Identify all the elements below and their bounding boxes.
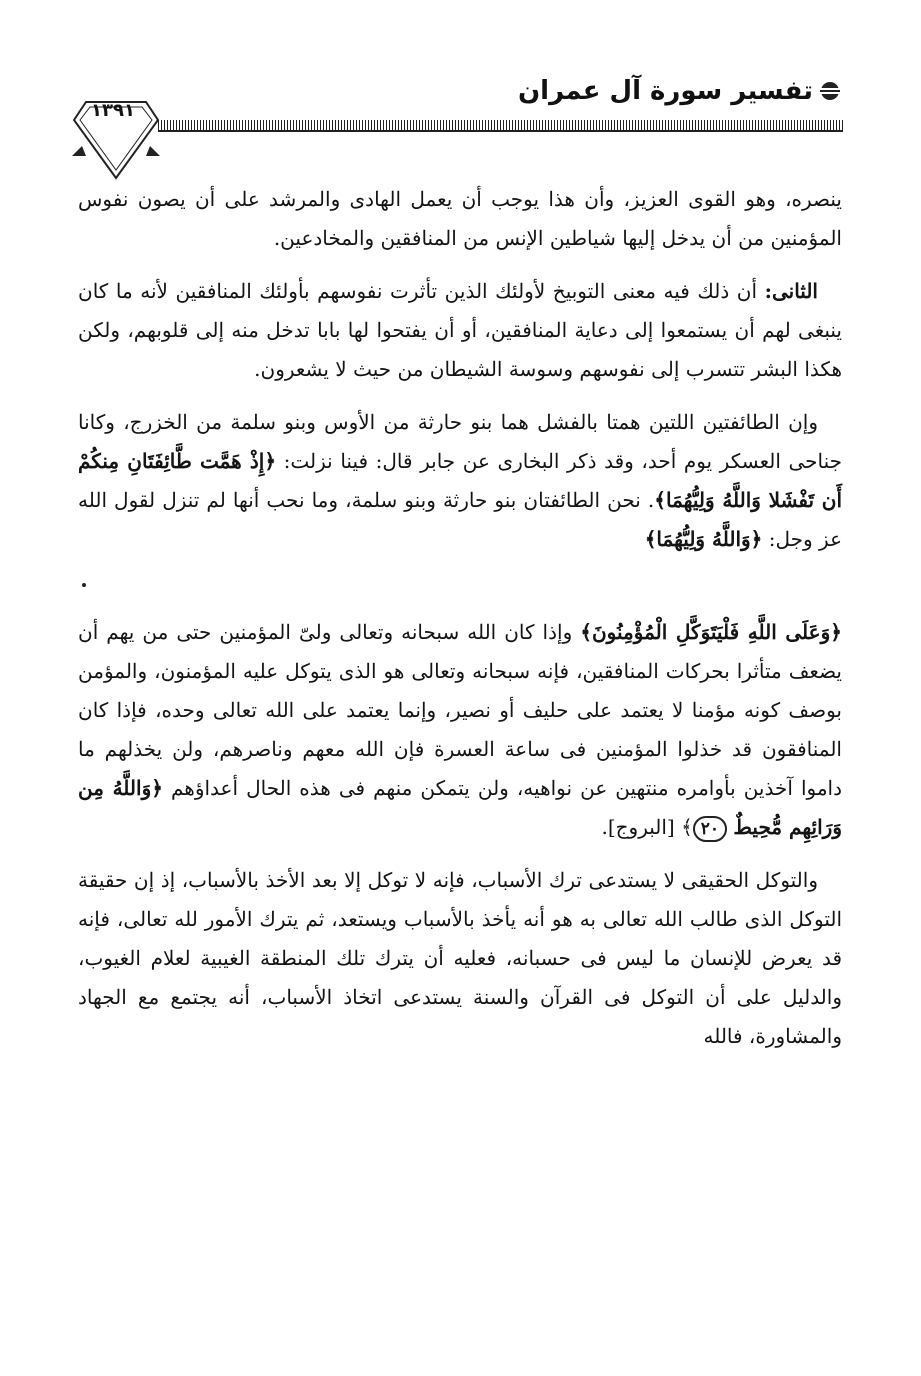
paragraph-text: . نحن الطائفتان بنو حارثة وبنو سلمة، وما نحب أنها لم تنزل لقول الله عز وجل: xyxy=(78,488,842,551)
quran-verse: ﴿وَاللَّهُ مِن وَرَائِهِم مُّحِيطٌ xyxy=(78,776,842,839)
paragraph-text: وإن الطائفتين اللتين همتا بالفشل هما بنو حارثة من الأوس وبنو سلمة من الخزرج، وكانا جناحى العسكر يوم أحد، وقد ذكر البخارى عن جابر قال: فينا نزلت: xyxy=(78,410,843,473)
paragraph-text: ﴾ [البروج]. xyxy=(601,815,693,839)
page-header xyxy=(0,60,921,170)
paragraph-text: ينصره، وهو القوى العزيز، وأن هذا يوجب أن يعمل الهادى والمرشد على أن يصون نفوس المؤمنين من أن يدخل إليها شياطين الإنس من المنافقين والمخادعين. xyxy=(78,187,842,250)
paragraph xyxy=(78,272,842,389)
separator-dot xyxy=(78,573,842,613)
paragraph-text: وإذا كان الله سبحانه وتعالى ولىّ المؤمنين حتى من يهم أن يضعف متأثرا بحركات المنافقين، فإنه سبحانه وتعالى هو الذى يتوكل عليه المؤمنون، والمؤمن بوصف كونه مؤمنا لا يعتمد على حليف أو نصير، وإنما يعتمد على الله تعالى وحده، فإذا كان المنافقون قد خذلوا المؤمنين فى ساعة العسرة فإن الله معهم وناصرهم، ولن يخذلهم ما داموا آخذين بأوامره منتهين عن نواهيه، ولن يتمكن منهم فى هذه الحال أعداؤهم xyxy=(78,620,843,800)
paragraph-text: أن ذلك فيه معنى التوبيخ لأولئك الذين تأثرت نفوسهم بأولئك المنافقين لأنه ما كان ينبغى لهم أن يستمعوا إلى دعاية المنافقين، أو أن يفتحوا لها بابا تدخل منه إلى قلوبهم، ولكن هكذا البشر تتسرب إلى نفوسهم وسوسة الشيطان من حيث لا يشعرون. xyxy=(78,279,842,381)
paragraph-text: والتوكل الحقيقى لا يستدعى ترك الأسباب، فإنه لا توكل إلا بعد الأخذ بالأسباب، إذ إن حقيقة التوكل الذى طالب الله تعالى به هو أنه يأخذ بالأسباب ويستعد، ثم يترك الأمور لله تعالى، فإنه قد يعرض للإنسان ما ليس فى حسبانه، فعليه أن يترك تلك المنطقة الغيبية لعلام الغيوب، والدليل على أن التوكل فى القرآن والسنة يستدعى اتخاذ الأسباب، أنه يجتمع مع الجهاد والمشاورة، فالله xyxy=(78,868,842,1048)
paragraph xyxy=(78,180,842,258)
paragraph xyxy=(78,613,842,847)
quran-verse: ﴿وَعَلَى اللَّهِ فَلْيَتَوَكَّلِ الْمُؤْمِنُونَ﴾ xyxy=(580,620,842,644)
quran-verse: ﴿وَاللَّهُ وَلِيُّهُمَا﴾ xyxy=(644,527,763,551)
ayah-number-marker: ٢٠ xyxy=(693,816,727,842)
page-body xyxy=(78,180,842,1070)
running-title: تفسير سورة آل عمران xyxy=(517,76,813,106)
header-rule xyxy=(158,120,843,132)
ornament-icon xyxy=(817,78,843,104)
quran-verse: ﴿إِذْ هَمَّت طَّائِفَتَانِ مِنكُمْ أَن تَفْشَلا وَاللَّهُ وَلِيُّهُمَا﴾ xyxy=(78,449,843,512)
page-number: ١٣٩١ xyxy=(91,100,135,121)
paragraph xyxy=(78,861,842,1056)
paragraph-lead: الثانى: xyxy=(764,279,818,303)
paragraph xyxy=(78,403,842,559)
